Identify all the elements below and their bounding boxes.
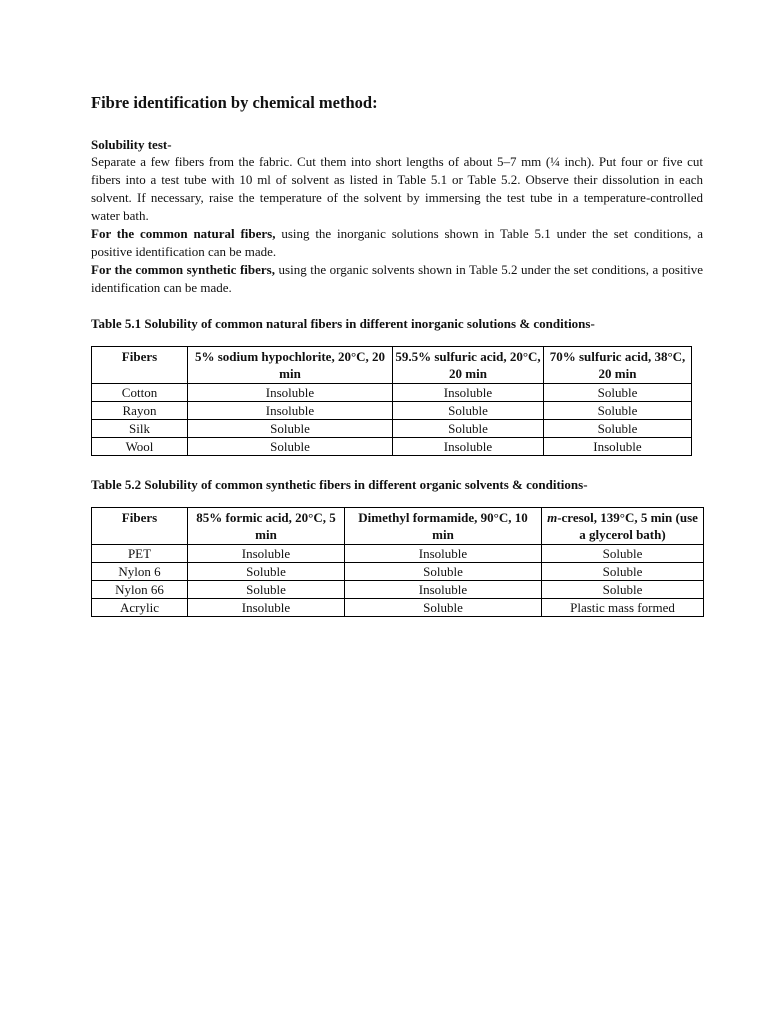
column-header: Dimethyl formamide, 90°C, 10 min <box>345 508 542 545</box>
column-header: 85% formic acid, 20°C, 5 min <box>188 508 345 545</box>
table-cell: Insoluble <box>188 384 393 402</box>
table-cell: Insoluble <box>345 581 542 599</box>
intro-paragraph: Separate a few fibers from the fabric. Cut them into short lengths of about 5–7 mm (¼ inch). Put four or five cut fibers into a test tube with 10 ml of solvent as listed in Table 5.1 or Table 5.2. Observe their dissolution in each solvent. If necessary, raise the temperature of the solvent by immersing the test tube in a temperature-controlled water bath. <box>91 154 703 223</box>
table-header-row <box>92 508 704 545</box>
synthetic-fibers-table <box>91 507 704 617</box>
italic-m-prefix: m <box>547 510 558 525</box>
table-cell: Soluble <box>544 420 692 438</box>
table-row <box>92 599 704 617</box>
table-row <box>92 402 692 420</box>
table-cell: Soluble <box>544 402 692 420</box>
table-cell: Soluble <box>345 599 542 617</box>
table-cell: Cotton <box>92 384 188 402</box>
table-cell: Plastic mass formed <box>542 599 704 617</box>
table-cell: Insoluble <box>544 438 692 456</box>
table-cell: Soluble <box>188 563 345 581</box>
table-row <box>92 420 692 438</box>
table-cell: Rayon <box>92 402 188 420</box>
table-cell: Nylon 66 <box>92 581 188 599</box>
table-cell: Insoluble <box>393 438 544 456</box>
table-cell: Silk <box>92 420 188 438</box>
table-cell: Soluble <box>542 545 704 563</box>
column-header: Fibers <box>92 508 188 545</box>
table-cell: Wool <box>92 438 188 456</box>
table-cell: Insoluble <box>188 402 393 420</box>
table-cell: Soluble <box>542 563 704 581</box>
natural-fibers-table <box>91 346 692 456</box>
natural-fibers-paragraph <box>91 225 703 261</box>
table-cell: Insoluble <box>188 599 345 617</box>
table-cell: Soluble <box>188 420 393 438</box>
document-page <box>91 92 703 617</box>
table-cell: PET <box>92 545 188 563</box>
table-header-row <box>92 347 692 384</box>
table-cell: Acrylic <box>92 599 188 617</box>
table-cell: Soluble <box>188 438 393 456</box>
section-heading: Solubility test- <box>91 137 172 152</box>
table-cell: Insoluble <box>393 384 544 402</box>
table-row <box>92 438 692 456</box>
column-header-mcresol <box>542 508 704 545</box>
table-cell: Soluble <box>393 402 544 420</box>
table-cell: Nylon 6 <box>92 563 188 581</box>
synthetic-fibers-lead: For the common synthetic fibers, <box>91 262 275 277</box>
column-header: 70% sulfuric acid, 38°C, 20 min <box>544 347 692 384</box>
table-row <box>92 581 704 599</box>
natural-fibers-text: using the inorganic solutions shown in Table 5.1 under the set conditions, a positive identification can be made. <box>91 226 704 259</box>
table-cell: Soluble <box>393 420 544 438</box>
column-header: 59.5% sulfuric acid, 20°C, 20 min <box>393 347 544 384</box>
table-cell: Soluble <box>188 581 345 599</box>
natural-fibers-lead: For the common natural fibers, <box>91 226 276 241</box>
table-cell: Soluble <box>345 563 542 581</box>
table-cell: Soluble <box>544 384 692 402</box>
table-row <box>92 545 704 563</box>
page-title: Fibre identification by chemical method: <box>91 93 378 112</box>
table-cell: Soluble <box>542 581 704 599</box>
table2-caption: Table 5.2 Solubility of common synthetic fibers in different organic solvents & conditions- <box>91 477 588 492</box>
table-cell: Insoluble <box>188 545 345 563</box>
synthetic-fibers-text: using the organic solvents shown in Table 5.2 under the set conditions, a positive identification can be made. <box>91 262 703 295</box>
column-header-text: -cresol, 139°C, 5 min (use a glycerol bath) <box>557 510 698 542</box>
column-header: 5% sodium hypochlorite, 20°C, 20 min <box>188 347 393 384</box>
table-row <box>92 563 704 581</box>
synthetic-fibers-paragraph <box>91 261 703 297</box>
table1-caption: Table 5.1 Solubility of common natural fibers in different inorganic solutions & conditions- <box>91 316 595 331</box>
column-header: Fibers <box>92 347 188 384</box>
table-cell: Insoluble <box>345 545 542 563</box>
table-row <box>92 384 692 402</box>
